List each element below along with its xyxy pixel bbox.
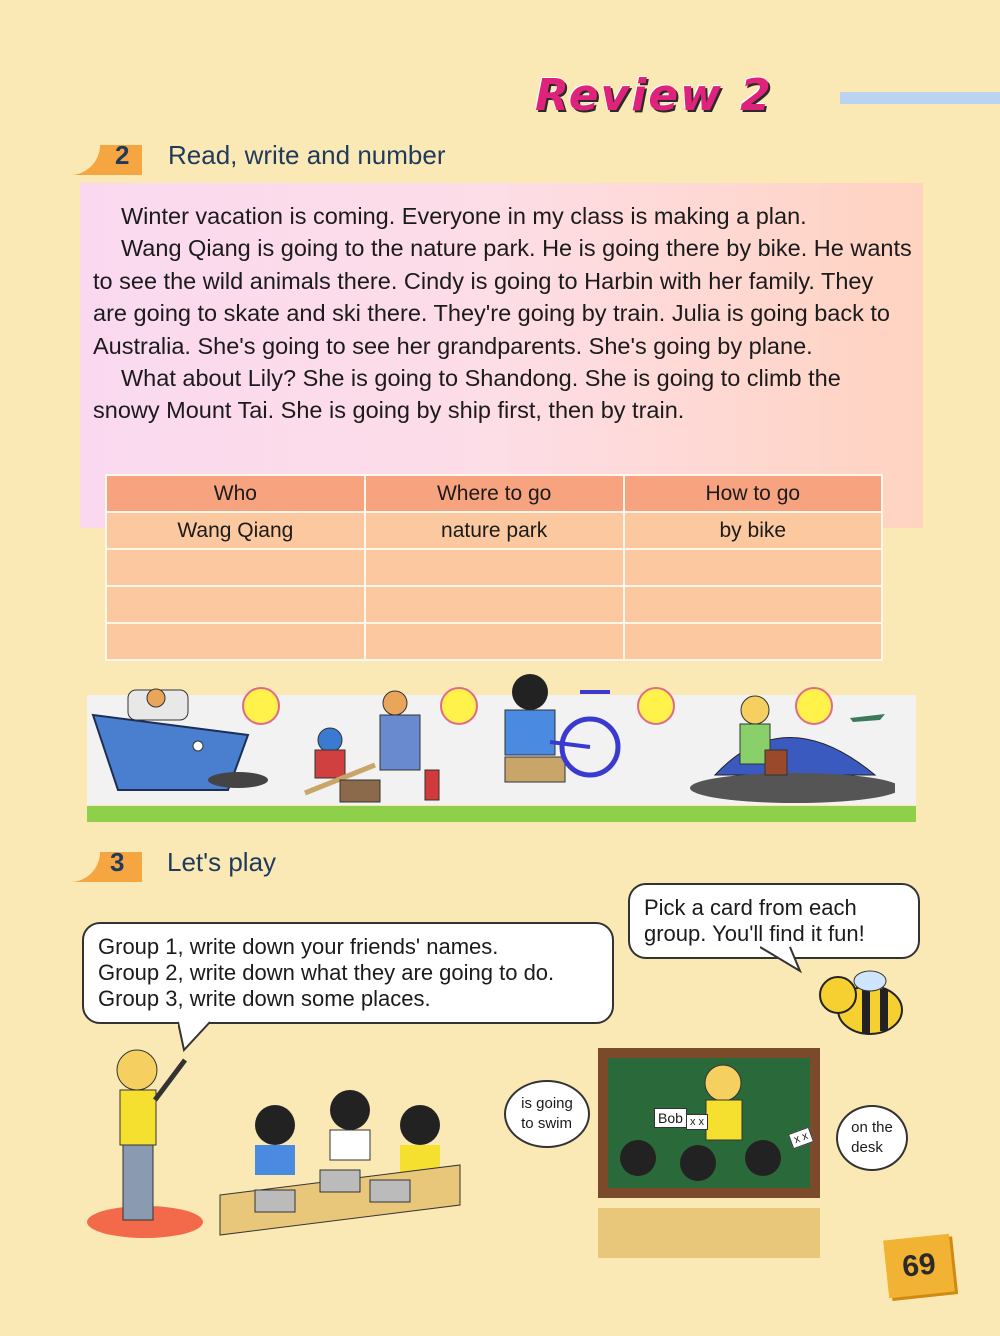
reading-passage xyxy=(93,200,913,427)
bee-illustration xyxy=(810,965,910,1045)
table-row xyxy=(106,586,882,623)
group-students-illustration xyxy=(215,1085,465,1255)
bubble-line-2: to swim xyxy=(521,1115,572,1132)
airport-illustration xyxy=(685,680,895,805)
table-row xyxy=(106,512,882,549)
header-who: Who xyxy=(106,475,365,512)
header-accent-bar xyxy=(840,92,1000,104)
bubble-line-1: Pick a card from each xyxy=(644,895,857,920)
header-how: How to go xyxy=(624,475,882,512)
teacher-illustration xyxy=(85,1040,205,1240)
cell-who[interactable] xyxy=(106,623,365,660)
section-number-2: 2 xyxy=(115,140,130,170)
section-number-3: 3 xyxy=(110,847,125,877)
name-card: Bob xyxy=(654,1108,687,1128)
speech-tail xyxy=(760,945,810,975)
header-where: Where to go xyxy=(365,475,624,512)
cell-where[interactable] xyxy=(365,623,624,660)
cell-how[interactable] xyxy=(624,586,882,623)
bubble-line-2: Group 2, write down what they are going to do. xyxy=(98,960,555,985)
table-row xyxy=(106,549,882,586)
section-tab-3 xyxy=(70,852,142,882)
classroom-illustration xyxy=(598,1048,823,1258)
answer-circle-4[interactable] xyxy=(795,687,833,725)
answer-circle-1[interactable] xyxy=(242,687,280,725)
cell-who: Wang Qiang xyxy=(106,512,365,549)
teacher-speech-bubble xyxy=(82,922,614,1024)
desk-thought-bubble xyxy=(836,1105,908,1171)
paragraph-3: What about Lily? She is going to Shandong. She is going to climb the snowy Mount Tai. She is going by ship first, then by train. xyxy=(93,365,841,424)
swim-thought-bubble xyxy=(504,1080,590,1148)
word-card: x x xyxy=(788,1127,814,1150)
bubble-line-2: desk xyxy=(851,1139,883,1156)
page-number: 69 xyxy=(883,1234,955,1299)
cell-how: by bike xyxy=(624,512,882,549)
bubble-line-3: Group 3, write down some places. xyxy=(98,986,431,1011)
skiing-family-illustration xyxy=(295,685,445,810)
cell-who[interactable] xyxy=(106,586,365,623)
table-header-row xyxy=(106,475,882,512)
bubble-line-2: group. You'll find it fun! xyxy=(644,921,865,946)
section-title-3: Let's play xyxy=(167,847,277,877)
answer-circle-3[interactable] xyxy=(637,687,675,725)
cell-where[interactable] xyxy=(365,586,624,623)
bubble-line-1: is going xyxy=(521,1095,573,1112)
review-title: Review 2 xyxy=(535,70,773,121)
travel-plan-table xyxy=(105,474,883,661)
paragraph-2: Wang Qiang is going to the nature park. He is going there by bike. He wants to see the wild animals there. Cindy is going to Harbin with her family. They are going to skate and ski there. They're going by train. Julia is going back to Australia. She's going to see her grandparents. She's going by plane. xyxy=(93,235,912,359)
word-card: x x xyxy=(686,1114,708,1130)
bubble-line-1: Group 1, write down your friends' names. xyxy=(98,934,499,959)
table-row xyxy=(106,623,882,660)
answer-circle-2[interactable] xyxy=(440,687,478,725)
cell-how[interactable] xyxy=(624,623,882,660)
paragraph-1: Winter vacation is coming. Everyone in my class is making a plan. xyxy=(121,203,807,229)
bike-illustration xyxy=(490,672,630,807)
cell-how[interactable] xyxy=(624,549,882,586)
section-title-2: Read, write and number xyxy=(168,140,446,170)
cell-where: nature park xyxy=(365,512,624,549)
cell-where[interactable] xyxy=(365,549,624,586)
bubble-line-1: on the xyxy=(851,1119,893,1136)
grass-strip xyxy=(87,806,916,822)
section-tab-2 xyxy=(70,145,142,175)
cell-who[interactable] xyxy=(106,549,365,586)
